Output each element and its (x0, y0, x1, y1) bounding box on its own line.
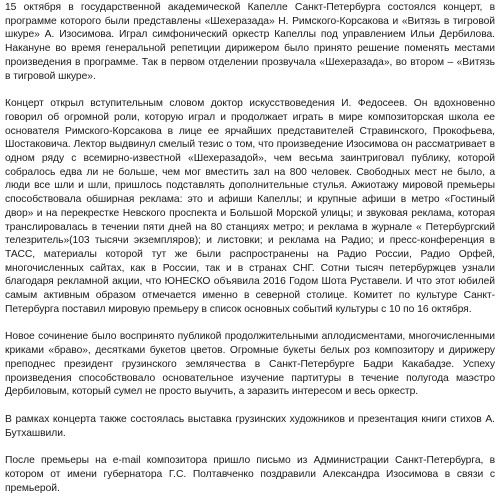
paragraph-audience-reception: Новое сочинение было воспринято публикой продолжительными аплодисментами, многочисленными криками «браво», десятками букетов цветов. Огромные букеты белых роз композитору и дирижеру преподнес президент грузинского землячества в Санкт-Петербурге Бадри Какабадзе. Успеху произведения способствовало основательное изучение партитуры в течение полугода маэстро Дербиловым, который сумел не просто выучить, а заразить интересом и весь оркестр. (5, 331, 495, 398)
paragraph-spacer (5, 83, 495, 97)
paragraph-exhibition: В рамках концерта также состоялась выставка грузинских художников и презентация книги стихов А. Бутхашвили. (5, 413, 495, 439)
paragraph-lecture-and-advertising: Концерт открыл вступительным словом доктор искусствоведения И. Федосеев. Он вдохновенно говорил об огромной роли, которую играл и продолжает играть в мире композиторская школа ее основателя Римского-Корсакова в лице ее ярчайших представителей Стравинского, Прокофьева, Шостаковича. Лектор выдвинул смелый тезис о том, что произведение Изосимова он рассматривает в одном ряду с всемирно-известной «Шехеразадой», чем весьма заинтриговал публику, которой собралось едва ли не больше, чем мог вместить зал на 800 человек. Свободных мест не было, а люди все шли и шли, пришлось подставлять дополнительные стулья. Ажиотажу мировой премьеры способствовала обширная реклама: это и афиши Капеллы; и крупные афиши в метро «Гостиный двор» и на перекрестке Невского проспекта и Большой Морской улицы; и звуковая реклама, которая транслировалась в течении пяти дней на 80 станциях метро; и реклама в журнале « Петербургский телезритель»(103 тысячи экземпляров); и листовки; и реклама на Радио; и пресс-конференция в ТАСС, материалы которой тут же были распространены на Радио России, Радио Орфей, многочисленных сайтах, как в России, так и в странах СНГ. Сотни тысяч петербуржцев узнали благодаря рекламной акции, что ЮНЕСКО объявила 2016 Годом Шота Руставели. И что этот юбилей самым активным образом отмечается именно в северной столице. Комитет по культуре Санкт-Петербурга поставил мировую премьеру в список основных событий культуры с 10 по 16 октября. (5, 98, 495, 315)
paragraph-concert-intro: 15 октября в государственной академической Капелле Санкт-Петербурга состоялся концерт, в программе которого были представлены «Шехеразада» Н. Римского-Корсакова и «Витязь в тигровой шкуре» А. Изосимова. Играл симфонический оркестр Капеллы под управлением Ильи Дербилова. Накануне во время генеральной репетиции дирижером было принято решение поменять местами произведения в программе. Так в первом отделении прозвучала «Шехеразада», во втором – «Витязь в тигровой шкуре». (5, 2, 495, 82)
paragraph-spacer (5, 440, 495, 454)
paragraph-spacer (5, 399, 495, 413)
paragraph-governor-letter: После премьеры на e-mail композитора пришло письмо из Администрации Санкт-Петербурга, в котором от имени губернатора Г.С. Полтавченко поздравили Александра Изосимова в связи с премьерой. (5, 455, 495, 494)
paragraph-spacer (5, 316, 495, 330)
